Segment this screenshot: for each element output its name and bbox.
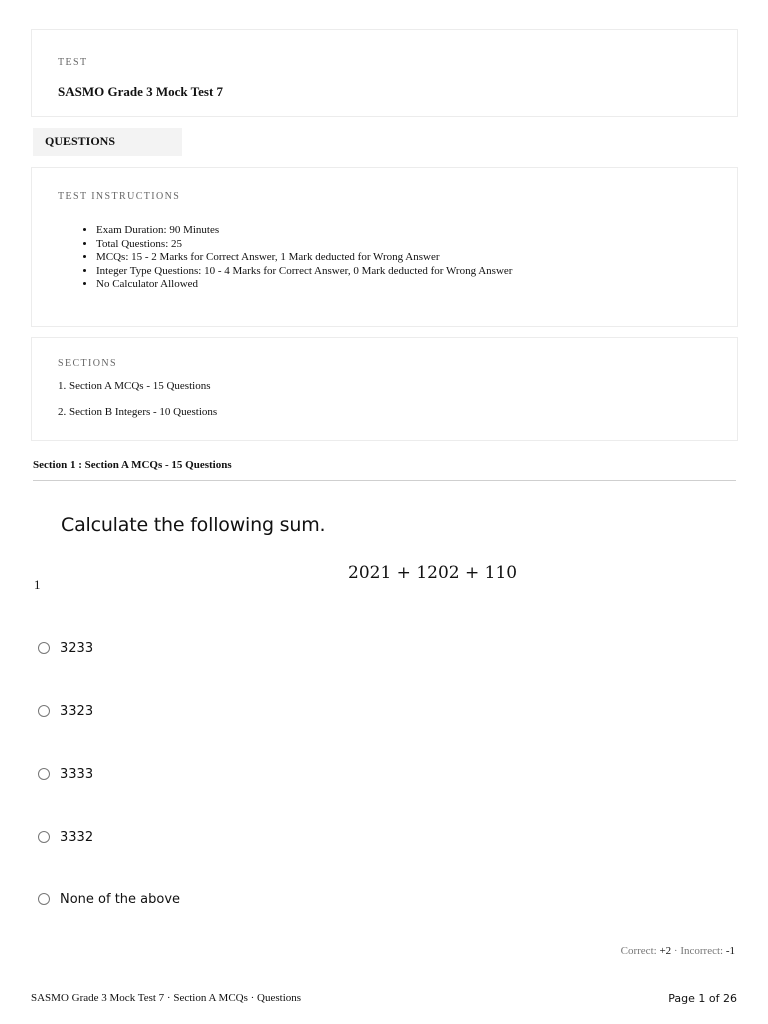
- correct-value: +2: [659, 945, 672, 957]
- marks-info: [621, 945, 735, 957]
- question-expression: 2021 + 1202 + 110: [348, 563, 518, 583]
- radio-button[interactable]: [38, 705, 50, 717]
- option-label: 3233: [60, 640, 94, 656]
- section-heading: Section 1 : Section A MCQs - 15 Questions: [33, 459, 232, 471]
- radio-button[interactable]: [38, 831, 50, 843]
- test-card: [31, 29, 738, 117]
- instruction-item: • MCQs: 15 - 2 Marks for Correct Answer, 1 Mark deducted for Wrong Answer: [96, 251, 512, 265]
- option-label: 3332: [60, 829, 94, 845]
- section-link-b[interactable]: 2. Section B Integers - 10 Questions: [58, 406, 218, 418]
- question-number: 1: [34, 577, 41, 592]
- instruction-item: • Total Questions: 25: [96, 238, 512, 252]
- radio-button[interactable]: [38, 893, 50, 905]
- option-label: 3333: [60, 766, 94, 782]
- instructions-list: [96, 224, 512, 292]
- instructions-card: [31, 167, 738, 327]
- marks-separator: ·: [673, 945, 678, 957]
- instruction-item: • No Calculator Allowed: [96, 278, 512, 292]
- test-title: SASMO Grade 3 Mock Test 7: [58, 84, 224, 99]
- incorrect-label: Incorrect:: [680, 945, 724, 957]
- incorrect-value: -1: [725, 945, 735, 957]
- correct-label: Correct:: [620, 945, 657, 957]
- option-label: None of the above: [60, 891, 181, 907]
- sections-card: [31, 337, 738, 441]
- instruction-item: • Integer Type Questions: 10 - 4 Marks for Correct Answer, 0 Mark deducted for Wrong Answer: [96, 265, 512, 279]
- footer-breadcrumb: SASMO Grade 3 Mock Test 7 · Section A MCQs · Questions: [31, 992, 302, 1004]
- option-1[interactable]: [38, 639, 93, 657]
- radio-button[interactable]: [38, 642, 50, 654]
- option-label: 3323: [60, 703, 94, 719]
- page-indicator: Page 1 of 26: [668, 992, 737, 1005]
- option-2[interactable]: [38, 702, 93, 720]
- section-divider: [33, 480, 736, 481]
- radio-button[interactable]: [38, 768, 50, 780]
- sections-overline: SECTIONS: [58, 358, 117, 369]
- tab-questions[interactable]: QUESTIONS: [33, 128, 182, 156]
- instruction-item: • Exam Duration: 90 Minutes: [96, 224, 512, 238]
- option-5[interactable]: [38, 890, 180, 908]
- test-overline: TEST: [58, 57, 88, 68]
- instructions-overline: TEST INSTRUCTIONS: [58, 191, 181, 202]
- option-4[interactable]: [38, 828, 93, 846]
- section-link-a[interactable]: 1. Section A MCQs - 15 Questions: [58, 380, 211, 392]
- question-prompt: Calculate the following sum.: [61, 514, 326, 536]
- option-3[interactable]: [38, 765, 93, 783]
